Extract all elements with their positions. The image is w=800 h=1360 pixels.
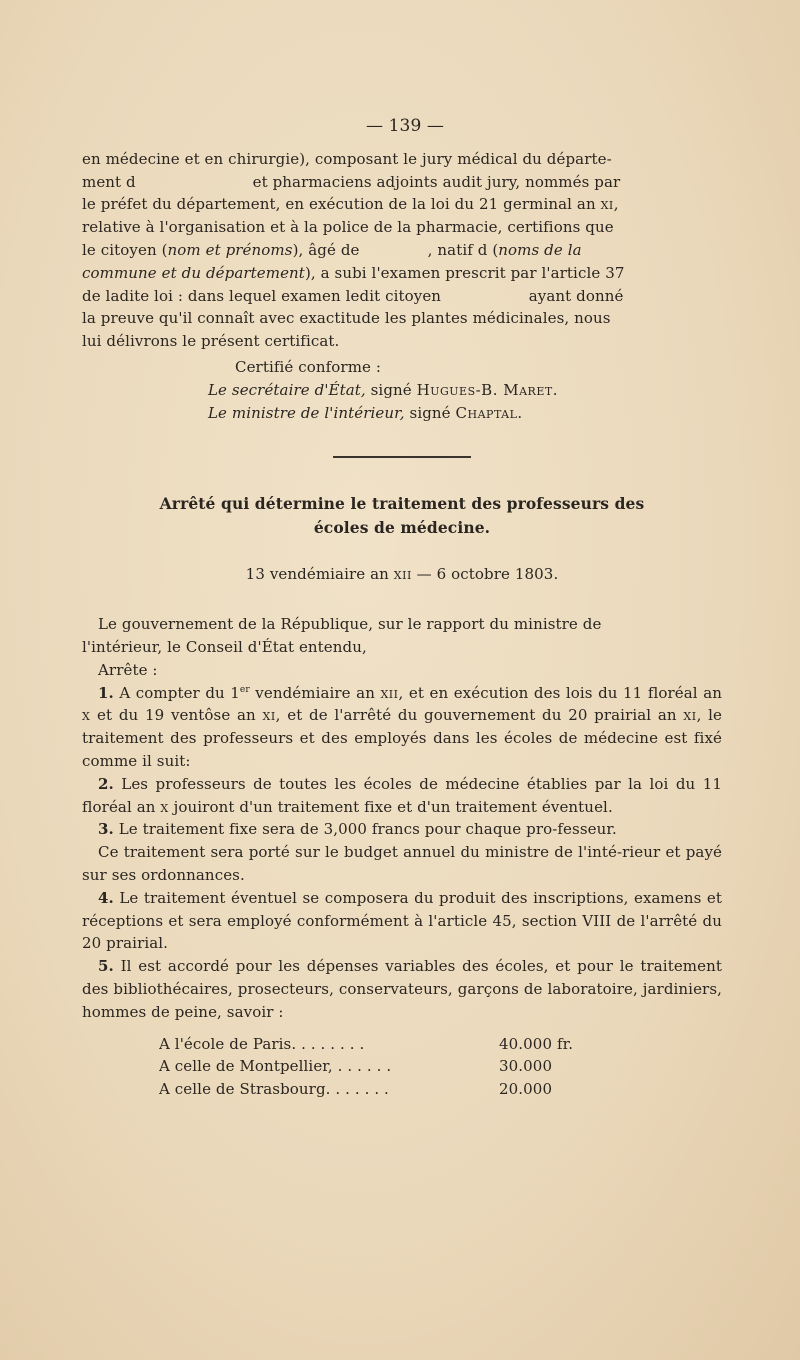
allocation-row <box>159 1055 599 1078</box>
superscript: er <box>239 684 250 695</box>
text-span: relative à l'organisation et à la police de la pharmacie, certifions que <box>82 218 614 237</box>
section-divider <box>333 456 471 458</box>
text-span: en médecine et en chirurgie), composant le jury médical du départe- <box>82 149 612 168</box>
text-span: Les professeurs de toutes les écoles de médecine établies par la loi du 11 floréal an <box>82 774 722 816</box>
decree-title <box>82 492 722 540</box>
roman-numeral: x <box>82 706 91 725</box>
text-line <box>82 216 722 239</box>
allocation-table <box>159 1033 722 1101</box>
text-line <box>82 613 722 636</box>
text-span: Il est accordé pour les dépenses variables des écoles, et pour le traitement des bibliothécaires, prosecteurs, conservateurs, garçons de laboratoire, jardiniers, hommes de peine, savoir : <box>82 957 722 1021</box>
roman-numeral: xii <box>380 683 399 702</box>
text-span: l'intérieur, le Conseil d'État entendu, <box>82 637 367 656</box>
article-1 <box>82 682 722 773</box>
text-line <box>82 171 722 194</box>
text-span: Le traitement fixe sera de 3,000 francs pour chaque pro-fesseur. <box>113 820 617 839</box>
text-span: Le traitement éventuel se composera du produit des inscriptions, examens et réceptions et sera employé conformément à l'article 45, section VIII de l'arrêté du 20 prairial. <box>82 888 722 953</box>
roman-numeral: xi <box>262 706 276 725</box>
text-line <box>82 636 722 659</box>
roman-numeral: x <box>160 797 169 816</box>
roman-numeral: xi <box>683 706 697 725</box>
text-span: jouiront d'un traitement fixe et d'un traitement éventuel. <box>168 797 613 816</box>
text-span: ment d et pharmaciens adjoints audit jury, nommés par <box>82 172 621 191</box>
text-span: le citoyen ( <box>82 240 168 259</box>
text-span: et du 19 ventôse an <box>90 706 263 725</box>
allocation-label: A celle de Strasbourg. . . . . . . <box>159 1080 389 1099</box>
signatory-name: Chaptal. <box>455 403 523 422</box>
text-span: la preuve qu'il connaît avec exactitude les plantes médicinales, nous <box>82 309 611 328</box>
signatory-name: Hugues-B. Maret. <box>416 380 558 399</box>
text-span: , et de l'arrêté du gouvernement du 20 prairial an <box>275 706 684 725</box>
text-span: Arrêté qui détermine le traitement des professeurs des <box>159 494 645 514</box>
allocation-amount: 20.000 <box>499 1080 553 1099</box>
certification-block <box>82 356 722 424</box>
italic-span: Le ministre de l'intérieur, <box>208 403 405 422</box>
article-3-continued: Ce traitement sera porté sur le budget annuel du ministre de l'inté-rieur et payé sur ses ordonnances. <box>82 843 722 884</box>
italic-span: nom et prénoms <box>167 240 293 259</box>
allocation-amount: 40.000 fr. <box>499 1034 574 1053</box>
article-4 <box>82 887 722 955</box>
allocation-label: A l'école de Paris. . . . . . . . <box>159 1034 365 1053</box>
roman-numeral: xii <box>393 565 412 584</box>
text-span: signé <box>365 380 417 399</box>
text-span: de ladite loi : dans lequel examen ledit citoyen ayant donné <box>82 286 624 305</box>
minister-signature <box>82 402 722 425</box>
text-span: ), a subi l'examen prescrit par l'article 37 <box>304 263 625 282</box>
secretary-signature <box>82 379 722 402</box>
page-content <box>82 115 722 1101</box>
article-number: 2. <box>98 774 114 793</box>
italic-span: commune et du département <box>82 263 305 282</box>
allocation-amount: 30.000 <box>499 1057 553 1076</box>
text-span: vendémiaire an <box>249 683 381 702</box>
text-span: , <box>613 195 619 214</box>
italic-span: Le secrétaire d'État, <box>208 380 366 399</box>
text-line <box>82 239 722 262</box>
article-2 <box>82 773 722 819</box>
allocation-row <box>159 1033 599 1056</box>
text-line <box>82 148 722 171</box>
text-span: , le traitement des professeurs et des employés dans les écoles de médecine est fixé comme il suit: <box>82 706 722 770</box>
text-span: 13 vendémiaire an <box>245 565 394 584</box>
text-span: A compter du 1 <box>113 683 240 702</box>
roman-numeral: xi <box>600 195 614 214</box>
article-number: 4. <box>98 888 114 907</box>
certified-label: Certifié conforme : <box>235 357 382 376</box>
article-number: 5. <box>98 957 114 976</box>
text-line <box>82 307 722 330</box>
text-span: — 6 octobre 1803. <box>411 565 559 584</box>
article-number: 1. <box>98 683 114 702</box>
text-span: signé <box>404 403 456 422</box>
decree-body <box>82 613 722 1101</box>
text-span: écoles de médecine. <box>313 518 491 538</box>
decree-date <box>82 563 722 586</box>
text-line <box>82 285 722 308</box>
arrete-label: Arrête : <box>98 660 158 679</box>
text-span: , et en exécution des lois du 11 floréal an <box>398 683 722 702</box>
article-5 <box>82 955 722 1023</box>
certificate-paragraph <box>82 148 722 353</box>
allocation-label: A celle de Montpellier, . . . . . . <box>159 1057 392 1076</box>
article-3 <box>82 818 722 841</box>
italic-span: noms de la <box>498 240 582 259</box>
article-number: 3. <box>98 820 114 839</box>
text-line <box>82 193 722 216</box>
page-number: — 139 — <box>366 116 444 136</box>
text-span: le préfet du département, en exécution de la loi du 21 germinal an <box>82 195 601 214</box>
text-span: ), âgé de , natif d ( <box>292 240 499 259</box>
text-line <box>82 330 722 353</box>
text-span: Le gouvernement de la République, sur le rapport du ministre de <box>98 615 602 634</box>
text-span: lui délivrons le présent certificat. <box>82 332 340 351</box>
text-line <box>82 262 722 285</box>
allocation-row <box>159 1078 599 1101</box>
